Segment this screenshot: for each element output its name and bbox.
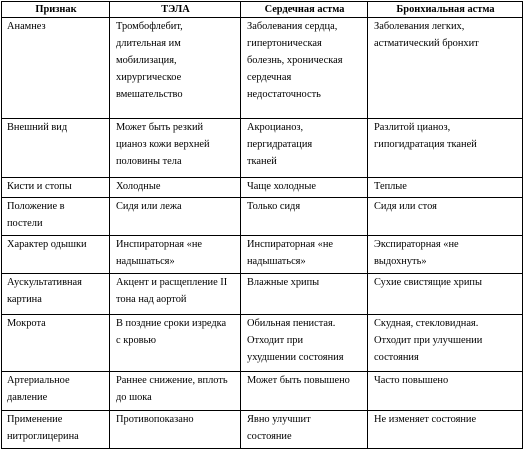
table-cell: Раннее снижение, вплоть до шока — [110, 372, 241, 410]
table-cell: Заболевания сердца, гипертоническая болезнь, хроническая сердечная недостаточность — [241, 18, 368, 119]
table-cell: Анамнез — [2, 18, 110, 119]
table-cell: Положение в постели — [2, 197, 110, 235]
table-cell: Сидя или стоя — [368, 197, 523, 235]
table-cell: Сидя или лежа — [110, 197, 241, 235]
table-cell: Скудная, стекловидная. Отходит при улучшении состояния — [368, 314, 523, 371]
table-cell: Применение нитроглицерина — [2, 410, 110, 448]
table-cell: Теплые — [368, 177, 523, 197]
table-row — [2, 274, 523, 315]
table-cell: Акроцианоз, пергидратация тканей — [241, 118, 368, 177]
table-row — [2, 18, 523, 119]
table-row — [2, 372, 523, 410]
table-row — [2, 118, 523, 177]
table-cell: Чаще холодные — [241, 177, 368, 197]
table-cell: Инспираторная «не надышаться» — [110, 236, 241, 274]
table-cell: Может быть повышено — [241, 372, 368, 410]
table-cell: Явно улучшит состояние — [241, 410, 368, 448]
table-row — [2, 236, 523, 274]
table-cell: Только сидя — [241, 197, 368, 235]
table-cell: Сухие свистящие хрипы — [368, 274, 523, 315]
header-sign: Признак — [2, 2, 110, 18]
table-row — [2, 177, 523, 197]
table-row — [2, 410, 523, 448]
table-cell: Тромбофлебит, длительная им мобилизация, хирургическое вмешательство — [110, 18, 241, 119]
table-cell: Акцент и расщепление II тона над аортой — [110, 274, 241, 315]
table-row — [2, 314, 523, 371]
table-cell: Противопоказано — [110, 410, 241, 448]
table-row — [2, 197, 523, 235]
header-cardiac-asthma: Сердечная астма — [241, 2, 368, 18]
table-cell: Часто повышено — [368, 372, 523, 410]
table-cell: Не изменяет состояние — [368, 410, 523, 448]
table-cell: Заболевания легких, астматический бронхит — [368, 18, 523, 119]
comparison-table — [1, 1, 523, 449]
table-cell: Инспираторная «не надышаться» — [241, 236, 368, 274]
table-cell: Артериальное давление — [2, 372, 110, 410]
header-tela: ТЭЛА — [110, 2, 241, 18]
table-header-row — [2, 2, 523, 18]
table-cell: Разлитой цианоз, гипогидратация тканей — [368, 118, 523, 177]
table-cell: В поздние сроки изредка с кровью — [110, 314, 241, 371]
table-cell: Влажные хрипы — [241, 274, 368, 315]
table-cell: Мокрота — [2, 314, 110, 371]
header-bronchial-asthma: Бронхиальная астма — [368, 2, 523, 18]
table-cell: Внешний вид — [2, 118, 110, 177]
table-cell: Аускультативная картина — [2, 274, 110, 315]
table-cell: Холодные — [110, 177, 241, 197]
table-cell: Кисти и стопы — [2, 177, 110, 197]
table-cell: Характер одышки — [2, 236, 110, 274]
table-cell: Экспираторная «не выдохнуть» — [368, 236, 523, 274]
table-cell: Обильная пенистая. Отходит при ухудшении состояния — [241, 314, 368, 371]
table-cell: Может быть резкий цианоз кожи верхней половины тела — [110, 118, 241, 177]
